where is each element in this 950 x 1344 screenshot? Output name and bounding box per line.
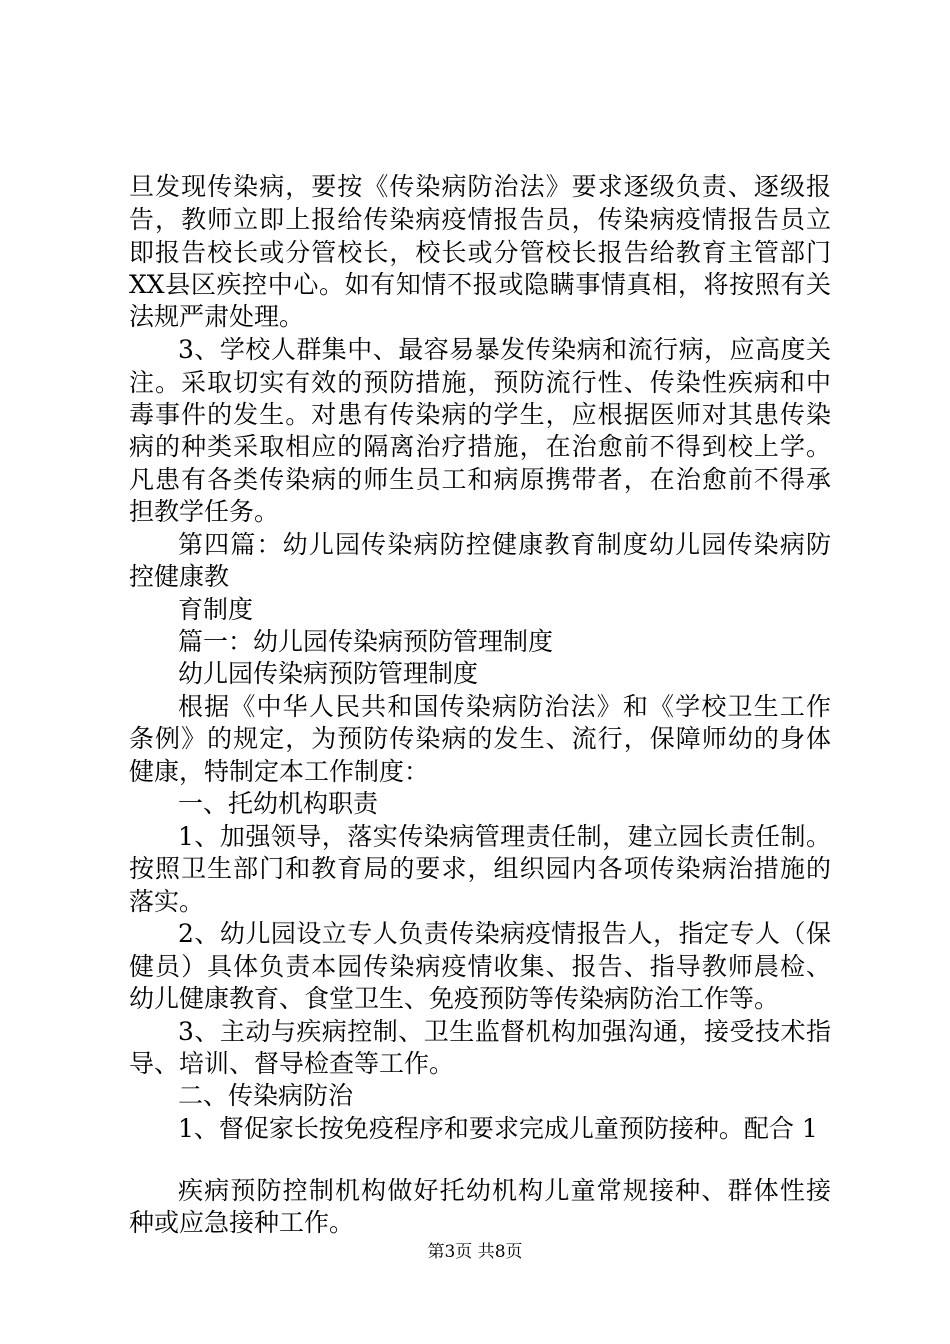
- section-heading: 第四篇：幼儿园传染病防控健康教育制度幼儿园传染病防: [178, 530, 831, 559]
- text-line: 按照卫生部门和教育局的要求，组织园内各项传染病治措施的: [129, 854, 831, 883]
- text-line: 种或应急接种工作。: [129, 1208, 355, 1237]
- text-line: 疾病预防控制机构做好托幼机构儿童常规接种、群体性接: [178, 1176, 831, 1205]
- text-line: 幼儿健康教育、食堂卫生、免疫预防等传染病防治工作等。: [129, 984, 780, 1013]
- text-line: 2、幼儿园设立专人负责传染病疫情报告人，指定专人（保: [178, 919, 831, 948]
- text-line: 根据《中华人民共和国传染病防治法》和《学校卫生工作: [178, 692, 831, 721]
- text-line: 旦发现传染病，要按《传染病防治法》要求逐级负责、逐级报: [129, 172, 831, 201]
- section-heading: 二、传染病防治: [178, 1081, 354, 1110]
- text-line: 1、加强领导，落实传染病管理责任制，建立园长责任制。: [178, 822, 831, 851]
- page-footer: 第3页 共8页: [427, 1242, 523, 1262]
- text-line: 即报告校长或分管校长，校长或分管校长报告给教育主管部门: [129, 238, 831, 267]
- section-heading: 一、托幼机构职责: [178, 789, 379, 818]
- text-line: 3、主动与疾病控制、卫生监督机构加强沟通，接受技术指: [178, 1017, 831, 1046]
- text-line: 3、学校人群集中、最容易暴发传染病和流行病，应高度关: [178, 335, 831, 364]
- text-line: 健康，特制定本工作制度：: [129, 757, 430, 786]
- text-line: 导、培训、督导检查等工作。: [129, 1049, 455, 1078]
- text-line: 健员）具体负责本园传染病疫情收集、报告、指导教师晨检、: [129, 952, 831, 981]
- text-line: 病的种类采取相应的隔离治疗措施，在治愈前不得到校上学。: [129, 432, 831, 461]
- section-heading: 育制度: [178, 595, 254, 624]
- text-line: XX县区疾控中心。如有知情不报或隐瞒事情真相，将按照有关: [129, 270, 831, 299]
- text-line: 条例》的规定，为预防传染病的发生、流行，保障师幼的身体: [129, 724, 831, 753]
- section-heading: 篇一：幼儿园传染病预防管理制度: [178, 627, 554, 656]
- text-line: 告，教师立即上报给传染病疫情报告员，传染病疫情报告员立: [129, 205, 831, 234]
- text-line: 法规严肃处理。: [129, 302, 305, 331]
- section-heading: 幼儿园传染病预防管理制度: [178, 659, 479, 688]
- text-line: 凡患有各类传染病的师生员工和病原携带者，在治愈前不得承: [129, 465, 831, 494]
- text-line: 1、督促家长按免疫程序和要求完成儿童预防接种。配合 1: [178, 1114, 818, 1143]
- text-line: 落实。: [129, 887, 205, 916]
- text-line: 担教学任务。: [129, 497, 280, 526]
- section-heading: 控健康教: [129, 562, 230, 591]
- text-line: 注。采取切实有效的预防措施，预防流行性、传染性疾病和中: [129, 368, 831, 397]
- text-line: 毒事件的发生。对患有传染病的学生，应根据医师对其患传染: [129, 400, 831, 429]
